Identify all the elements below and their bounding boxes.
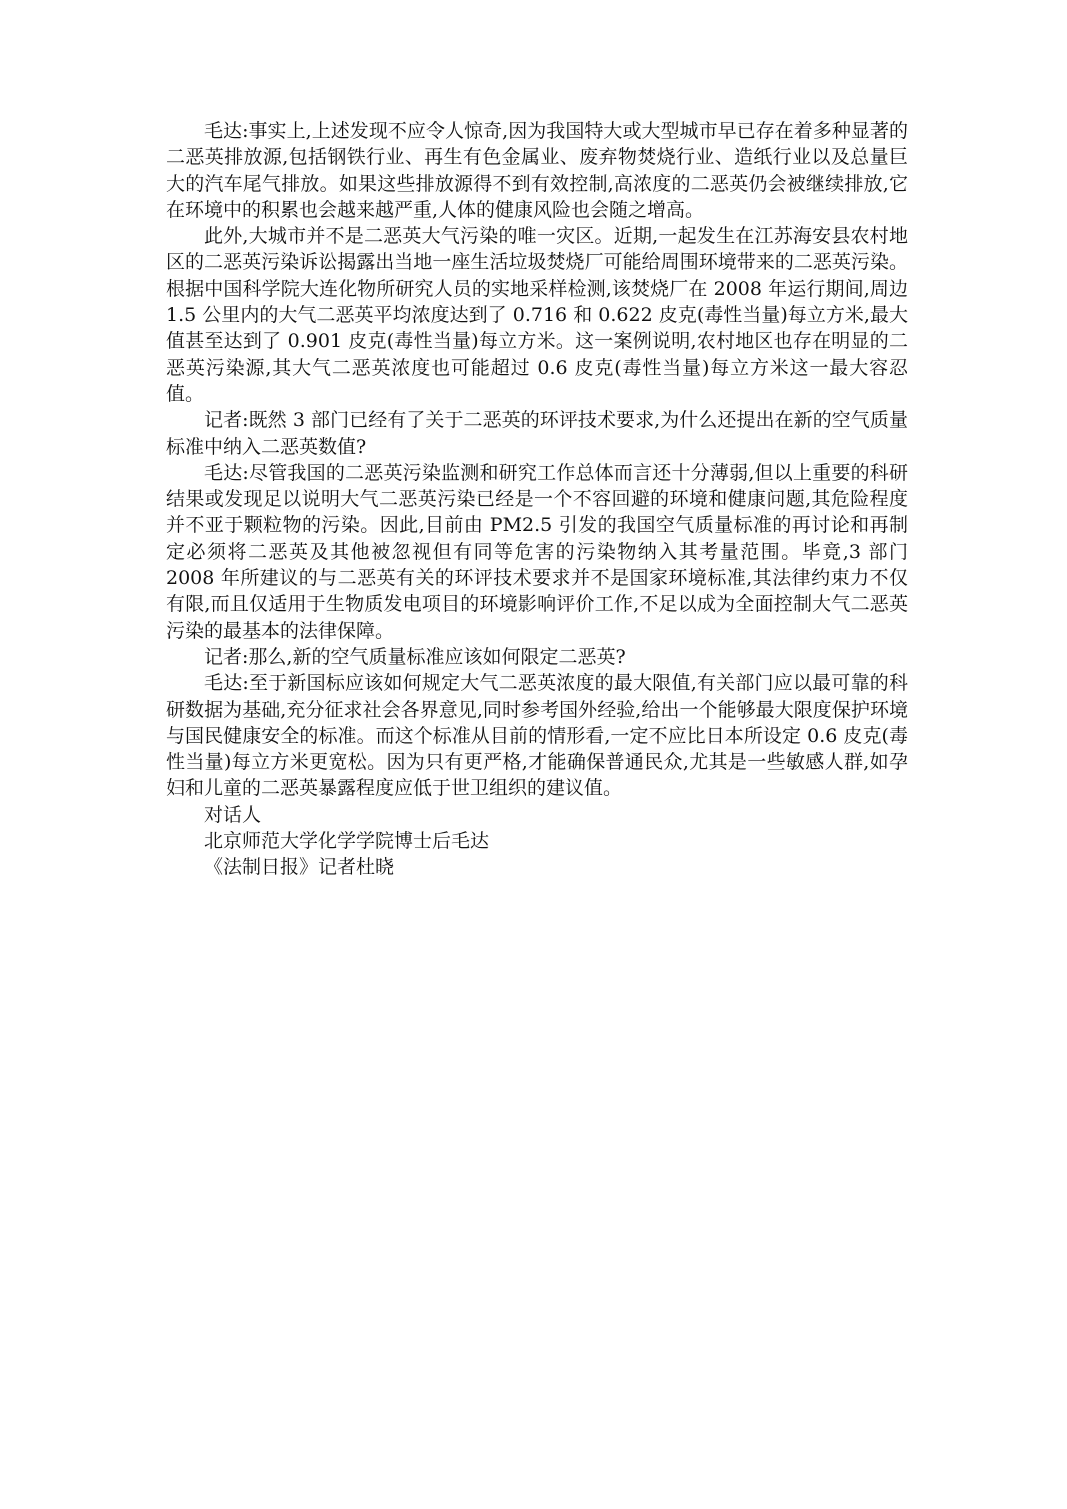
paragraph-maoda-answer-3: 毛达:至于新国标应该如何规定大气二恶英浓度的最大限值,有关部门应以最可靠的科研数据为基础,充分征求社会各界意见,同时参考国外经验,给出一个能够最大限度保护环境与国民健康安全的标准。而这个标准从目前的情形看,一定不应比日本所设定 0.6 皮克(毒性当量)每立方米更宽松。因为只有更严格,才能确保普通民众,尤其是一些敏感人群,如孕妇和儿童的二恶英暴露程度应低于世卫组织的建议值。 [166, 672, 908, 800]
paragraph-reporter-question-2: 记者:那么,新的空气质量标准应该如何限定二恶英? [204, 645, 626, 668]
signoff-interviewee: 北京师范大学化学学院博士后毛达 [204, 830, 490, 853]
paragraph-maoda-answer-2: 毛达:尽管我国的二恶英污染监测和研究工作总体而言还十分薄弱,但以上重要的科研结果或发现足以说明大气二恶英污染已经是一个不容回避的环境和健康问题,其危险程度并不亚于颗粒物的污染。因此,目前由 PM2.5 引发的我国空气质量标准的再讨论和再制定必须将二恶英及其他被忽视但有同等危害的污染物纳入其考量范围。毕竟,3 部门 2008 年所建议的与二恶英有关的环评技术要求并不是国家环境标准,其法律约束力不仅有限,而且仅适用于生物质发电项目的环境影响评价工作,不足以成为全面控制大气二恶英污染的最基本的法律保障。 [166, 461, 908, 642]
paragraph-reporter-question-1: 记者:既然 3 部门已经有了关于二恶英的环评技术要求,为什么还提出在新的空气质量标准中纳入二恶英数值? [166, 409, 908, 458]
paragraph-rural-pollution: 此外,大城市并不是二恶英大气污染的唯一灾区。近期,一起发生在江苏海安县农村地区的二恶英污染诉讼揭露出当地一座生活垃圾焚烧厂可能给周围环境带来的二恶英污染。根据中国科学院大连化物所研究人员的实地采样检测,该焚烧厂在 2008 年运行期间,周边 1.5 公里内的大气二恶英平均浓度达到了 0.716 和 0.622 皮克(毒性当量)每立方米,最大值甚至达到了 0.901 皮克(毒性当量)每立方米。这一案例说明,农村地区也存在明显的二恶英污染源,其大气二恶英浓度也可能超过 0.6 皮克(毒性当量)每立方米这一最大容忍值。 [166, 225, 908, 405]
paragraph-maoda-answer-1: 毛达:事实上,上述发现不应令人惊奇,因为我国特大或大型城市早已存在着多种显著的二恶英排放源,包括钢铁行业、再生有色金属业、废弃物焚烧行业、造纸行业以及总量巨大的汽车尾气排放。如果这些排放源得不到有效控制,高浓度的二恶英仍会被继续排放,它在环境中的积累也会越来越严重,人体的健康风险也会随之增高。 [166, 120, 908, 221]
document-page [166, 118, 908, 881]
signoff-reporter: 《法制日报》记者杜晓 [204, 856, 395, 879]
signoff-label: 对话人 [204, 803, 262, 826]
